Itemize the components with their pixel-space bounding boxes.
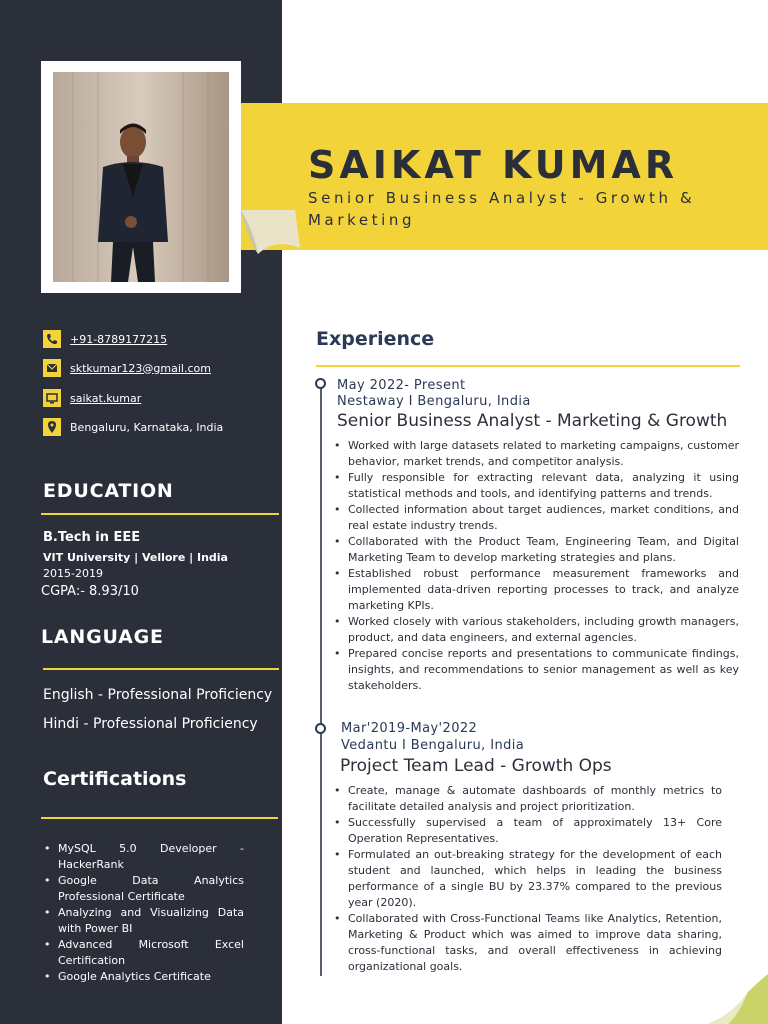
language-item: Hindi - Professional Proficiency: [43, 716, 258, 732]
language-divider: [43, 668, 279, 670]
job-bullet: • Worked with large datasets related to marketing campaigns, customer behavior, market trends, and competitor analysis.: [334, 438, 739, 470]
page-curl-decoration: [240, 210, 300, 255]
job-bullet: • Collected information about target audiences, market conditions, and real estate industry trends.: [334, 502, 739, 534]
certifications-heading: Certifications: [43, 768, 187, 790]
envelope-icon: [43, 359, 61, 377]
website-link[interactable]: saikat.kumar: [70, 391, 142, 405]
job-company: Vedantu I Bengaluru, India: [341, 738, 525, 753]
certification-item: • Advanced Microsoft Excel Certification: [44, 937, 244, 969]
timeline-dot: [315, 378, 326, 389]
language-heading: LANGUAGE: [41, 626, 164, 648]
certifications-divider: [41, 817, 278, 819]
education-degree: B.Tech in EEE: [43, 530, 141, 545]
timeline-dot: [315, 723, 326, 734]
job-title: Project Team Lead - Growth Ops: [340, 756, 612, 776]
education-divider: [41, 513, 279, 515]
email-link[interactable]: sktkumar123@gmail.com: [70, 361, 211, 375]
education-cgpa: CGPA:- 8.93/10: [41, 584, 139, 599]
job-bullet: • Collaborated with Cross-Functional Teams like Analytics, Retention, Marketing & Product which was aimed to improve data sharing, cross-functional tasks, and overall effectiveness in achieving organizational goals.: [334, 911, 722, 975]
language-item: English - Professional Proficiency: [43, 687, 273, 703]
candidate-name: SAIKAT KUMAR: [308, 143, 679, 187]
monitor-icon: [43, 389, 61, 407]
job-bullet: • Create, manage & automate dashboards of monthly metrics to facilitate detailed analysis and project prioritization.: [334, 783, 722, 815]
candidate-role: Senior Business Analyst - Growth & Marketing: [308, 189, 696, 229]
certifications-list: [44, 841, 244, 985]
page-curl-decoration: [678, 974, 768, 1024]
certification-item: • Google Data Analytics Professional Certificate: [44, 873, 244, 905]
education-years: 2015-2019: [43, 567, 103, 580]
job-dates: Mar'2019-May'2022: [341, 721, 478, 736]
contact-location: [43, 418, 223, 436]
phone-icon: [43, 330, 61, 348]
job-bullet: • Prepared concise reports and presentations to communicate findings, insights, and recommendations to senior management as well as key stakeholders.: [334, 646, 739, 694]
certification-item: • Analyzing and Visualizing Data with Power BI: [44, 905, 244, 937]
job-bullet: • Established robust performance measurement frameworks and implemented data-driven reporting processes to track, and analyze marketing KPIs.: [334, 566, 739, 614]
job-company: Nestaway I Bengaluru, India: [337, 394, 531, 409]
phone-link[interactable]: +91-8789177215: [70, 332, 168, 346]
experience-divider: [316, 365, 740, 367]
timeline-line: [320, 728, 322, 976]
location-pin-icon: [43, 418, 61, 436]
job-bullet: • Fully responsible for extracting relevant data, analyzing it using statistical methods and tools, and identifying patterns and trends.: [334, 470, 739, 502]
job-bullet: • Formulated an out-breaking strategy for the development of each student and launched, which helps in leading the business performance of a single BU by 23.37% compared to the previous year (2020).: [334, 847, 722, 911]
contact-website[interactable]: [43, 389, 141, 407]
education-heading: EDUCATION: [43, 480, 174, 502]
job-bullets: [334, 438, 739, 694]
job-bullet: • Collaborated with the Product Team, Engineering Team, and Digital Marketing Team to develop marketing strategies and plans.: [334, 534, 739, 566]
job-bullets: [334, 783, 722, 975]
timeline-line: [320, 384, 322, 724]
job-bullet: • Worked closely with various stakeholders, including growth managers, product, and data engineers, and external agencies.: [334, 614, 739, 646]
certification-item: • MySQL 5.0 Developer - HackerRank: [44, 841, 244, 873]
contact-email[interactable]: [43, 359, 211, 377]
job-bullet: • Successfully supervised a team of approximately 13+ Core Operation Representatives.: [334, 815, 722, 847]
certification-item: • Google Analytics Certificate: [44, 969, 244, 985]
location-text: Bengaluru, Karnataka, India: [70, 420, 224, 434]
profile-photo: [53, 72, 229, 282]
experience-heading: Experience: [316, 328, 435, 350]
profile-photo-frame: [41, 61, 241, 293]
job-dates: May 2022- Present: [337, 378, 466, 393]
contact-phone[interactable]: [43, 330, 167, 348]
education-school: VIT University | Vellore | India: [43, 551, 228, 564]
job-title: Senior Business Analyst - Marketing & Growth: [337, 411, 728, 431]
